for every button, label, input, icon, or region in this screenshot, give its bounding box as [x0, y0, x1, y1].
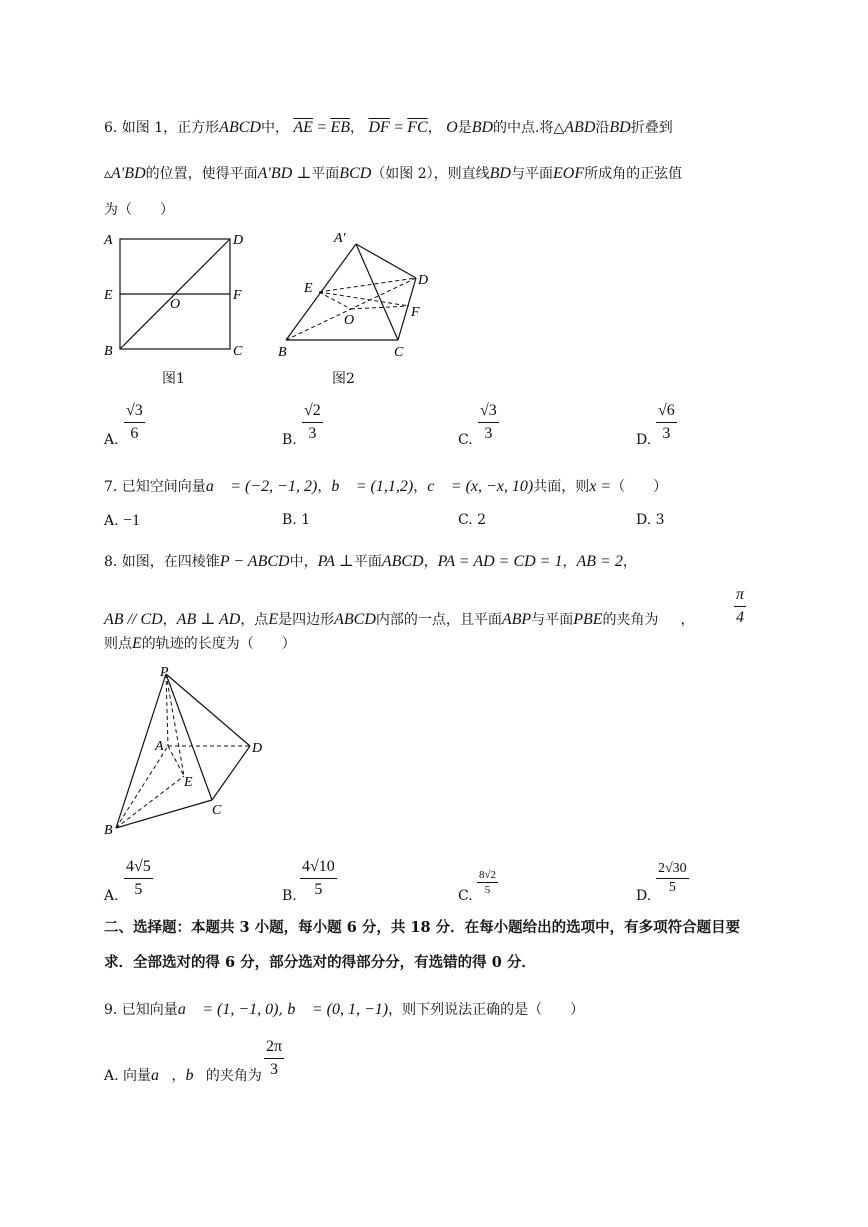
fig1-label-c: C [233, 344, 243, 359]
q7-option-d: D. 3 [636, 512, 665, 528]
q7-stem: 7. 已知空间向量a⃗ = (−2, −1, 2)，b⃗ = (1,1,2)，c⃗ = (x, −x, 10)共面，则x =（ ） [104, 478, 668, 495]
q6-option-d-label: D. [636, 432, 652, 448]
q7-option-c: C. 2 [458, 512, 487, 528]
q7-option-b: B. 1 [282, 512, 311, 528]
q8-option-c-label: C. [458, 888, 473, 904]
q8-angle-fraction: $\frac{\pi}{4}$ [736, 586, 745, 626]
q8-label-p: P [160, 665, 169, 680]
q6-option-b-label: B. [282, 432, 297, 448]
q8-option-a-label: A. [104, 888, 119, 904]
q9-stem: 9. 已知向量a⃗ = (1, −1, 0), b⃗ = (0, 1, −1)，则下列说法正确的是（ ） [104, 1001, 585, 1018]
q8-label-c: C [212, 803, 222, 818]
q8-line1: 8. 如图，在四棱锥P − ABCD中，PA ⊥平面ABCD，PA = AD = CD = 1，AB = 2， [104, 553, 637, 570]
q9-option-a-fraction: $\frac{2\pi}{3}$ [266, 1038, 283, 1078]
fig1-label-e: E [104, 288, 113, 303]
q8-label-b: B [104, 823, 113, 838]
fig2-label-o: O [344, 313, 355, 328]
fig2-label-a: A′ [334, 231, 346, 246]
q8-pyramid-figure [98, 662, 278, 842]
fig2-label-b: B [278, 345, 287, 360]
fig2-label-d: D [418, 273, 429, 288]
q8-option-d-label: D. [636, 888, 652, 904]
q8-option-d-value: $\frac{2√30}{5}$ [658, 861, 687, 895]
q6-option-a-label: A. [104, 432, 119, 448]
fig1-caption: 图1 [162, 371, 185, 387]
q6-figure-1 [100, 228, 260, 363]
q6-line2: ▵A′BD的位置，使得平面A′BD ⊥平面BCD（如图 2），则直线BD与平面EOF所成角的正弦值 [104, 165, 683, 182]
q6-option-a-value: $\frac{√3}{6}$ [126, 402, 143, 442]
fig1-label-f: F [233, 288, 242, 303]
q6-option-c-value: $\frac{√3}{3}$ [480, 402, 497, 442]
q6-line1: 6. 如图 1，正方形ABCD中， $\overline{AE} = \overline{EB}$， $\overline{DF} = \overline{FC}$， O是BD的中点.将△ABD沿BD折叠到 [104, 119, 673, 136]
q7-option-a: A. −1 [104, 512, 141, 529]
fig1-label-a: A [104, 233, 113, 248]
q8-option-c-value: $\frac{8√2}{5}$ [479, 869, 497, 896]
fig1-label-o: O [170, 297, 181, 312]
fig2-label-f: F [411, 305, 420, 320]
q8-option-a-value: $\frac{4√5}{5}$ [126, 858, 151, 898]
fig1-label-b: B [104, 344, 113, 359]
fig2-label-e: E [304, 281, 313, 296]
q8-option-b-value: $\frac{4√10}{5}$ [302, 858, 335, 898]
q8-label-d: D [252, 741, 263, 756]
q6-option-b-value: $\frac{√2}{3}$ [304, 402, 321, 442]
q8-line2: AB // CD，AB ⊥ AD，点E是四边形ABCD内部的一点，且平面ABP与平面PBE的夹角为 ， [104, 611, 695, 628]
q6-figure-2 [272, 226, 442, 364]
q8-line3: 则点E的轨迹的长度为（ ） [104, 635, 296, 652]
q9-option-a: A. 向量a⃗，b⃗的夹角为 [104, 1067, 262, 1084]
q6-option-c-label: C. [458, 432, 473, 448]
section-2-heading-line1: 二、选择题：本题共 3 小题，每小题 6 分，共 18 分．在每小题给出的选项中，有多项符合题目要 [104, 919, 741, 936]
q6-option-d-value: $\frac{√6}{3}$ [658, 402, 675, 442]
q8-label-a: A [155, 739, 164, 754]
fig2-caption: 图2 [332, 371, 355, 387]
q8-label-e: E [184, 775, 193, 790]
q6-line3: 为（ ） [104, 202, 174, 218]
fig1-label-d: D [233, 233, 244, 248]
q8-option-b-label: B. [282, 888, 297, 904]
fig2-label-c: C [394, 345, 404, 360]
section-2-heading-line2: 求．全部选对的得 6 分，部分选对的得部分分，有选错的得 0 分． [104, 954, 536, 971]
